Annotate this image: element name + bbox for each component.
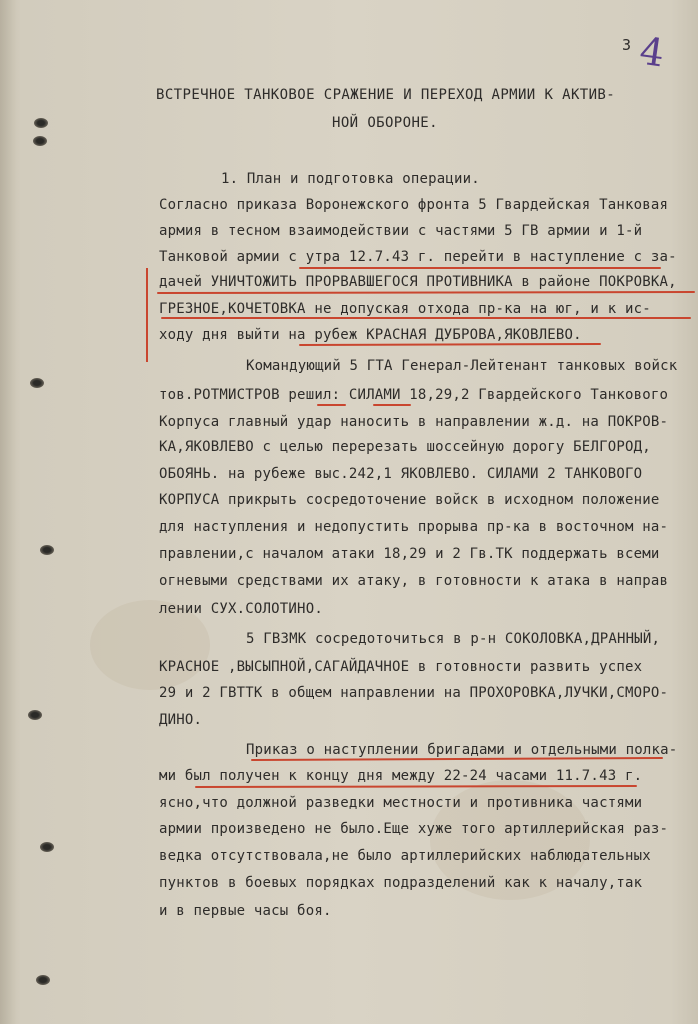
text-line: для наступления и недопустить прорыва пр-ка в восточном на- bbox=[159, 519, 669, 535]
text-line: КА,ЯКОВЛЕВО с целью перерезать шоссейную дорогу БЕЛГОРОД, bbox=[159, 439, 651, 455]
text-line: ГРЕЗНОЕ,КОЧЕТОВКА не допуская отхода пр-ка на юг, и к ис- bbox=[159, 301, 651, 317]
text-line: армия в тесном взаимодействии с частями 5 ГВ армии и 1-й bbox=[159, 223, 643, 239]
text-line: ДИНО. bbox=[159, 712, 203, 728]
text-line: армии произведено не было.Еще хуже того артиллерийская раз- bbox=[159, 821, 669, 837]
text-line: КРАСНОЕ ,ВЫСЫПНОЙ,САГАЙДАЧНОЕ в готовности развить успех bbox=[159, 659, 643, 675]
text-line: ясно,что должной разведки местности и противника частями bbox=[159, 795, 643, 811]
text-line: ходу дня выйти на рубеж КРАСНАЯ ДУБРОВА,ЯКОВЛЕВО. bbox=[159, 327, 582, 343]
text-line: ОБОЯНЬ. на рубеже выс.242,1 ЯКОВЛЕВО. СИЛАМИ 2 ТАНКОВОГО bbox=[159, 466, 643, 482]
text-line: Командующий 5 ГТА Генерал-Лейтенант танковых войск bbox=[246, 358, 678, 374]
text-line: пунктов в боевых порядках подразделений как к началу,так bbox=[159, 875, 643, 891]
section-heading: 1. План и подготовка операции. bbox=[221, 171, 480, 187]
red-underline bbox=[158, 292, 694, 293]
red-underline bbox=[252, 758, 662, 760]
text-line: ведка отсутствовала,не было артиллерийских наблюдательных bbox=[159, 848, 651, 864]
text-line: Танковой армии с утра 12.7.43 г. перейти в наступление с за- bbox=[159, 249, 677, 265]
red-underline bbox=[300, 344, 600, 345]
text-line: тов.РОТМИСТРОВ решил: СИЛАМИ 18,29,2 Гвардейского Танкового bbox=[159, 387, 669, 403]
document-title-line: ВСТРЕЧНОЕ ТАНКОВОЕ СРАЖЕНИЕ И ПЕРЕХОД АРМИИ К АКТИВ- bbox=[156, 87, 616, 103]
text-line: Приказ о наступлении бригадами и отдельными полка- bbox=[246, 742, 678, 758]
text-line: лении СУХ.СОЛОТИНО. bbox=[159, 601, 323, 617]
text-line: Корпуса главный удар наносить в направлении ж.д. на ПОКРОВ- bbox=[159, 414, 669, 430]
document-title-line: НОЙ ОБОРОНЕ. bbox=[332, 115, 438, 131]
text-line: 5 ГВЗМК сосредоточиться в р-н СОКОЛОВКА,ДРАННЫЙ, bbox=[246, 631, 661, 647]
handwritten-page-mark: 4 bbox=[637, 28, 668, 76]
text-line: правлении,с началом атаки 18,29 и 2 Гв.ТК поддержать всеми bbox=[159, 546, 660, 562]
page-number: 3 bbox=[622, 36, 632, 54]
text-line: и в первые часы боя. bbox=[159, 903, 332, 919]
text-line: 29 и 2 ГВТТК в общем направлении на ПРОХОРОВКА,ЛУЧКИ,СМОРО- bbox=[159, 685, 669, 701]
text-line: КОРПУСА прикрыть сосредоточение войск в исходном положение bbox=[159, 492, 660, 508]
text-line: Согласно приказа Воронежского фронта 5 Гвардейская Танковая bbox=[159, 197, 669, 213]
red-underline bbox=[196, 786, 636, 787]
text-line: ми был получен к концу дня между 22-24 часами 11.7.43 г. bbox=[159, 768, 643, 784]
text-line: огневыми средствами их атаку, в готовности к атака в направ bbox=[159, 573, 669, 589]
text-line: дачей УНИЧТОЖИТЬ ПРОРВАВШЕГОСЯ ПРОТИВНИКА в районе ПОКРОВКА, bbox=[159, 274, 677, 290]
